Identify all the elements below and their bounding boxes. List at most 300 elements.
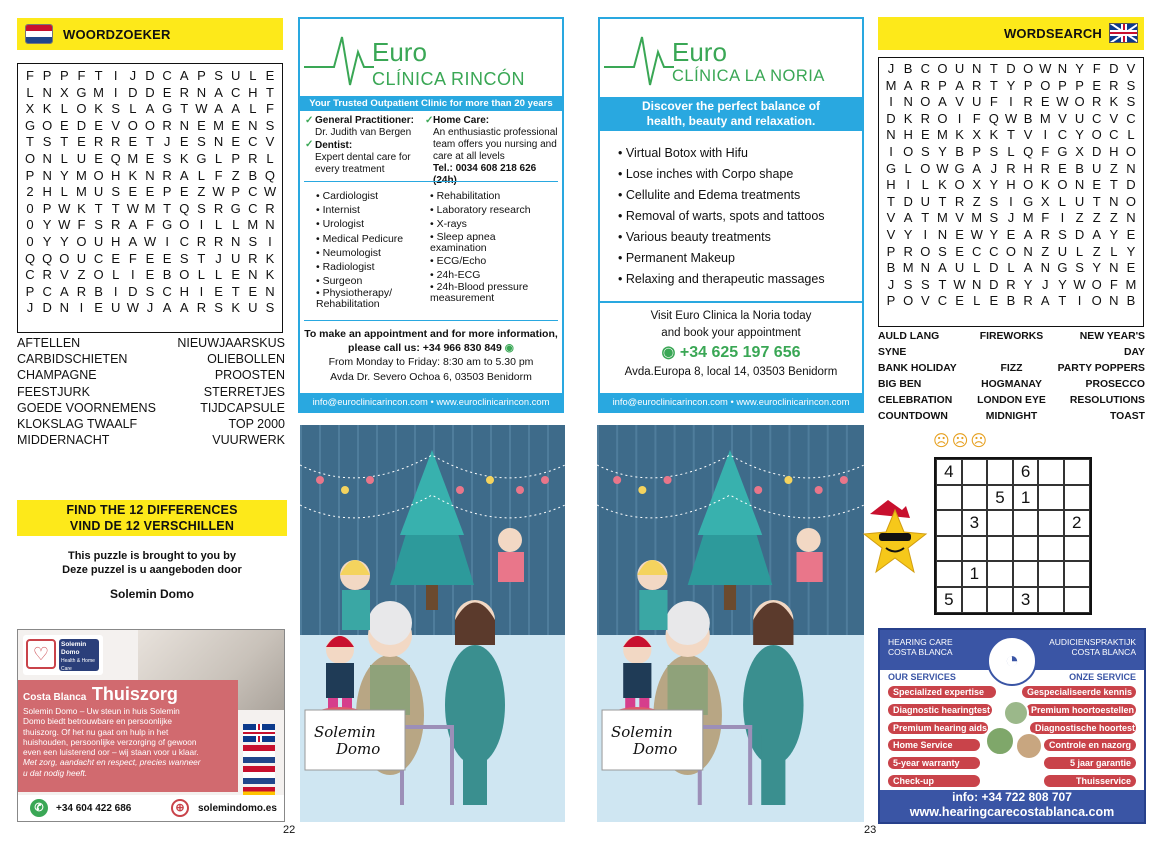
word-item: AFTELLEN	[17, 336, 81, 350]
grid-row	[18, 234, 282, 251]
noria-footer[interactable]: info@euroclinicarincon.com • www.euroclinicarincon.com	[600, 393, 862, 411]
check-icon: ✓	[425, 115, 434, 126]
grid-letter: V	[1109, 110, 1119, 126]
grid-row	[18, 267, 282, 284]
sudoku-cell[interactable]	[962, 459, 988, 485]
grid-letter: D	[989, 276, 999, 292]
sudoku-cell[interactable]	[1064, 561, 1090, 587]
word-item: BANK HOLIDAY	[878, 363, 957, 374]
grid-letter: T	[938, 276, 947, 292]
grid-letter: X	[972, 127, 982, 143]
grid-row	[879, 210, 1143, 227]
service-item: • Radiologist	[316, 260, 421, 274]
grid-letter: R	[972, 77, 982, 93]
sudoku-cell[interactable]: 3	[1013, 587, 1039, 613]
grid-letter: 0	[26, 200, 34, 216]
grid-letter: O	[1005, 243, 1017, 259]
grid-letter: N	[1040, 260, 1050, 276]
grid-letter: Y	[989, 177, 999, 193]
grid-letter: Y	[42, 217, 52, 233]
grid-letter: M	[76, 184, 87, 200]
service-item: • Urologist	[316, 217, 421, 231]
hearing-photo-cluster	[985, 700, 1045, 782]
grid-letter: B	[1075, 160, 1084, 176]
grid-letter: N	[972, 61, 982, 76]
word-item: FIZZ	[1000, 363, 1023, 374]
grid-letter: U	[920, 193, 930, 209]
grid-letter: W	[126, 300, 139, 316]
grid-letter: N	[265, 217, 275, 233]
grid-letter: N	[213, 134, 224, 150]
grid-letter: W	[58, 217, 71, 233]
grid-letter: O	[937, 61, 948, 76]
grid-letter: I	[165, 233, 169, 249]
grid-letter: F	[146, 217, 154, 233]
grid-letter: R	[213, 200, 224, 216]
grid-letter: E	[955, 226, 964, 242]
grid-letter: W	[1039, 61, 1052, 76]
hc-web[interactable]: www.hearingcarecostablanca.com	[909, 805, 1115, 819]
grid-letter: U	[76, 250, 87, 266]
sudoku-cell[interactable]	[962, 485, 988, 511]
grid-letter: V	[955, 94, 964, 110]
grid-letter: O	[903, 143, 914, 159]
grid-letter: B	[162, 267, 172, 283]
grid-letter: L	[214, 267, 223, 283]
noria-ad	[598, 17, 864, 413]
grid-letter: I	[113, 283, 118, 299]
rincon-brand-1: Euro	[372, 37, 427, 67]
grid-letter: J	[146, 300, 154, 316]
grid-letter: C	[1109, 127, 1119, 143]
grid-letter: Y	[1109, 226, 1119, 242]
grid-letter: O	[127, 117, 138, 133]
grid-letter: C	[248, 134, 258, 150]
sudoku-cell[interactable]	[1064, 459, 1090, 485]
grid-letter: B	[955, 143, 964, 159]
grid-letter: N	[248, 267, 258, 283]
sudoku-cell[interactable]	[987, 587, 1013, 613]
sudoku-cell[interactable]	[1038, 510, 1064, 536]
wordsearch-title: WORDSEARCH	[1003, 26, 1102, 41]
grid-letter: E	[145, 267, 155, 283]
grid-letter: R	[1040, 226, 1050, 242]
grid-letter: T	[989, 77, 998, 93]
grid-letter: I	[1009, 94, 1013, 110]
grid-letter: O	[920, 243, 931, 259]
sudoku-cell[interactable]: 4	[936, 459, 962, 485]
sudoku-cell[interactable]	[987, 510, 1013, 536]
grid-letter: P	[25, 167, 35, 183]
grid-letter: P	[42, 68, 52, 83]
grid-letter: L	[249, 68, 257, 83]
difference-image-right	[597, 425, 864, 822]
grid-letter: Y	[1023, 276, 1033, 292]
solemin-sign	[306, 720, 404, 764]
whatsapp-icon: ◉	[661, 344, 676, 361]
sudoku-cell[interactable]	[1064, 485, 1090, 511]
grid-letter: A	[162, 300, 172, 316]
grid-letter: L	[973, 260, 981, 276]
word-row	[878, 409, 1145, 425]
grid-letter: Z	[1092, 210, 1101, 226]
word-item: TOAST	[1109, 411, 1145, 422]
grid-letter: E	[955, 243, 964, 259]
grid-letter: X	[1075, 143, 1084, 159]
grid-letter: L	[214, 150, 223, 166]
grid-letter: N	[196, 84, 207, 100]
grid-letter: F	[989, 94, 998, 110]
noria-brand-1: Euro	[672, 37, 727, 67]
grid-letter: H	[1023, 160, 1033, 176]
sudoku-cell[interactable]	[936, 536, 962, 562]
check-icon: ✓	[305, 115, 314, 126]
grid-letter: Z	[197, 184, 206, 200]
grid-letter: U	[230, 250, 241, 266]
grid-letter: K	[77, 200, 86, 216]
page-number-right: 23	[864, 824, 877, 836]
appt-line-2[interactable]: please call us: +34 966 830 849	[348, 342, 502, 355]
differences-title-en: FIND THE 12 DIFFERENCES	[66, 503, 238, 517]
sudoku-cell[interactable]	[936, 561, 962, 587]
grid-letter: A	[179, 300, 189, 316]
grid-letter: P	[1058, 77, 1067, 93]
wordsearch-header	[878, 17, 1144, 50]
word-item: PROOSTEN	[214, 368, 285, 383]
sudoku-cell[interactable]	[1038, 536, 1064, 562]
grid-letter: N	[886, 127, 896, 143]
service-item: • Sleep apnea examination	[430, 232, 548, 254]
grid-letter: J	[129, 68, 137, 83]
grid-letter: C	[1057, 127, 1068, 143]
grid-letter: R	[162, 117, 172, 133]
grid-letter: S	[265, 300, 275, 316]
grid-row	[18, 251, 282, 268]
grid-letter: C	[162, 283, 172, 299]
grid-letter: M	[902, 260, 914, 276]
onze-service: ONZE SERVICE	[1069, 672, 1136, 682]
grid-letter: M	[127, 150, 139, 166]
grid-letter: S	[111, 184, 121, 200]
grid-letter: O	[179, 267, 190, 283]
solemin-ad	[17, 629, 285, 822]
whatsapp-icon: ✆	[30, 799, 48, 817]
brought-en: This puzzle is brought to you by	[67, 550, 237, 562]
homecare-tel: Tel.: 0034 608 218 626	[433, 163, 537, 174]
grid-letter: K	[179, 150, 189, 166]
grid-row	[18, 101, 282, 118]
rincon-services-right	[430, 189, 548, 304]
noria-address: Avda.Europa 8, local 14, 03503 Benidorm	[624, 366, 838, 378]
sudoku-cell[interactable]	[1013, 536, 1039, 562]
grid-letter: U	[93, 184, 104, 200]
service-pill: 5 jaar garantie	[1044, 757, 1136, 769]
grid-letter: O	[1125, 193, 1137, 209]
noria-contact	[600, 308, 862, 381]
grid-letter: O	[76, 233, 87, 249]
grid-letter: E	[920, 127, 930, 143]
service-item: • Physiotherapy/ Rehabilitation	[316, 288, 421, 310]
grid-letter: Y	[59, 167, 69, 183]
grid-letter: E	[248, 283, 258, 299]
solemin-sign	[603, 720, 701, 764]
grid-letter: C	[1091, 110, 1102, 126]
grid-letter: R	[920, 77, 930, 93]
heartbeat-logo-icon	[604, 27, 674, 87]
grid-letter: M	[971, 210, 983, 226]
sudoku-cell[interactable]	[936, 510, 962, 536]
grid-letter: V	[886, 210, 896, 226]
grid-letter: P	[938, 77, 947, 93]
grid-letter: T	[921, 210, 930, 226]
grid-letter: U	[111, 300, 121, 316]
sponsor-name: Solemin Domo	[109, 587, 194, 601]
grid-letter: E	[231, 267, 241, 283]
grid-letter: A	[1023, 260, 1033, 276]
solemin-logo-sub: Health & Home Care	[61, 658, 95, 672]
sudoku-cell[interactable]: 1	[1013, 485, 1039, 511]
word-row	[878, 329, 1145, 361]
grid-letter: D	[128, 84, 138, 100]
sudoku-cell[interactable]	[1038, 561, 1064, 587]
noria-brand-2: CLÍNICA LA NORIA	[672, 67, 825, 85]
service-item: • Neumologist	[316, 246, 421, 260]
grid-letter: O	[920, 94, 931, 110]
grid-letter: F	[1041, 210, 1050, 226]
grid-letter: X	[25, 101, 35, 117]
word-item: STERRETJES	[203, 384, 285, 399]
grid-letter: P	[886, 293, 896, 309]
dentist-text: Expert dental care for every treatment	[315, 152, 411, 175]
sudoku-cell[interactable]: 6	[1013, 459, 1039, 485]
sudoku-cell[interactable]	[962, 587, 988, 613]
grid-letter: R	[196, 233, 207, 249]
grid-letter: O	[1057, 177, 1068, 193]
differences-header	[17, 500, 287, 536]
sudoku-cell[interactable]	[987, 536, 1013, 562]
word-item: NIEUWJAARSKUS	[177, 336, 285, 350]
uk-flag-icon	[1109, 23, 1138, 43]
grid-letter: T	[94, 68, 103, 83]
grid-letter: S	[145, 283, 155, 299]
ear-logo-icon: ◔	[987, 636, 1037, 686]
sudoku-cell[interactable]	[1038, 485, 1064, 511]
grid-letter: D	[1091, 143, 1102, 159]
homecare-text: An enthusiastic professional team offers you nursing and care at all levels	[433, 127, 558, 162]
sign-line-1: Solemin	[611, 723, 673, 741]
grid-letter: N	[42, 150, 52, 166]
grid-letter: M	[1039, 110, 1051, 126]
grid-letter: L	[1007, 143, 1015, 159]
grid-letter: R	[265, 200, 275, 216]
grid-letter: K	[128, 167, 138, 183]
grid-letter: S	[42, 134, 52, 150]
noria-visit-1: Visit Euro Clinica la Noria today	[650, 310, 812, 322]
grid-letter: V	[920, 293, 930, 309]
grid-letter: N	[1126, 210, 1136, 226]
sign-line-2: Domo	[336, 740, 381, 758]
differences-title-nl: VIND DE 12 VERSCHILLEN	[69, 519, 235, 533]
service-pill: Premium hoortoestellen	[1026, 704, 1136, 716]
sudoku-cell[interactable]: 1	[962, 561, 988, 587]
grid-letter: Y	[1058, 276, 1067, 292]
grid-letter: B	[94, 283, 103, 299]
grid-letter: L	[266, 150, 274, 166]
service-item: • Laboratory research	[430, 203, 548, 217]
grid-letter: Y	[1075, 127, 1084, 143]
sudoku-cell[interactable]	[1013, 561, 1039, 587]
grid-letter: F	[1041, 143, 1050, 159]
grid-letter: U	[1074, 193, 1085, 209]
grid-letter: F	[26, 68, 34, 83]
grid-letter: E	[94, 150, 103, 166]
grid-row	[879, 78, 1143, 95]
check-icon: ✓	[305, 139, 314, 150]
grid-letter: T	[1007, 127, 1015, 143]
sudoku-cell[interactable]	[987, 561, 1013, 587]
grid-letter: E	[128, 134, 138, 150]
grid-letter: O	[24, 150, 36, 166]
grid-letter: Q	[42, 250, 53, 266]
grid-letter: X	[59, 84, 69, 100]
grid-letter: Q	[24, 250, 36, 266]
grid-row	[879, 177, 1143, 194]
service-pill: Thuisservice	[1044, 775, 1136, 787]
grid-letter: K	[1109, 94, 1119, 110]
grid-letter: M	[937, 210, 948, 226]
grid-letter: W	[195, 101, 208, 117]
word-row	[878, 377, 1145, 393]
grid-letter: Z	[972, 193, 981, 209]
solemin-web[interactable]: solemindomo.es	[198, 803, 277, 814]
sudoku-cell[interactable]	[987, 459, 1013, 485]
rincon-footer[interactable]: info@euroclinicarincon.com • www.euroclinicarincon.com	[300, 393, 562, 411]
grid-row	[18, 184, 282, 201]
grid-letter: N	[1057, 61, 1068, 76]
grid-letter: Y	[938, 143, 947, 159]
sudoku-cell[interactable]: 3	[962, 510, 988, 536]
grid-letter: I	[889, 143, 893, 159]
grid-letter: R	[179, 84, 189, 100]
grid-letter: F	[265, 101, 274, 117]
grid-row	[18, 284, 282, 301]
grid-letter: Y	[1006, 77, 1016, 93]
grid-letter: Y	[59, 233, 69, 249]
sudoku-cell[interactable]: 5	[936, 587, 962, 613]
grid-letter: L	[26, 84, 34, 100]
grid-letter: V	[265, 134, 275, 150]
grid-letter: T	[989, 61, 998, 76]
grid-letter: J	[1042, 276, 1049, 292]
grid-letter: R	[111, 217, 121, 233]
word-item: VUURWERK	[212, 433, 285, 448]
grid-letter: U	[93, 233, 104, 249]
grid-letter: A	[1023, 226, 1033, 242]
grid-letter: T	[146, 134, 154, 150]
grid-letter: D	[128, 283, 138, 299]
grid-letter: A	[955, 77, 964, 93]
grid-letter: N	[1023, 243, 1033, 259]
noria-band-2: health, beauty and relaxation.	[646, 114, 816, 128]
service-pill: Home Service	[888, 739, 980, 751]
hc-nl-1: AUDICIENSPRAKTIJK	[1049, 637, 1136, 647]
grid-letter: T	[1109, 177, 1118, 193]
grid-letter: E	[1126, 260, 1136, 276]
grid-letter: D	[903, 193, 913, 209]
grid-row	[879, 127, 1143, 144]
grid-letter: I	[79, 300, 84, 316]
grid-letter: R	[76, 283, 87, 299]
word-item: MIDNIGHT	[985, 411, 1038, 422]
grid-letter: K	[989, 127, 999, 143]
grid-letter: U	[972, 94, 982, 110]
grid-letter: W	[143, 233, 157, 249]
grid-letter: E	[94, 117, 103, 133]
sudoku-cell[interactable]	[1038, 587, 1064, 613]
treatment-item: • Permanent Makeup	[618, 251, 735, 265]
sudoku-cell[interactable]	[962, 536, 988, 562]
grid-letter: C	[1126, 110, 1136, 126]
sudoku-cell[interactable]	[1064, 536, 1090, 562]
grid-letter: E	[231, 117, 241, 133]
grid-letter: P	[59, 68, 69, 83]
grid-letter: P	[1075, 77, 1084, 93]
service-item: • 24h-Blood pressure measurement	[430, 282, 548, 304]
grid-letter: R	[93, 134, 104, 150]
grid-letter: N	[42, 167, 52, 183]
sudoku-cell[interactable]	[1064, 587, 1090, 613]
solemin-logo-name: Solemin Domo	[61, 641, 87, 656]
grid-letter: T	[111, 200, 120, 216]
solemin-phone[interactable]: +34 604 422 686	[56, 803, 132, 814]
word-list-left	[17, 335, 156, 448]
grid-letter: G	[954, 160, 965, 176]
service-pill: Premium hearing aids	[888, 722, 988, 734]
sudoku-cell[interactable]: 5	[987, 485, 1013, 511]
sponsor-text	[17, 549, 287, 601]
rincon-hours: From Monday to Friday: 8:30 am to 5.30 pm	[328, 356, 534, 369]
sudoku-cell[interactable]	[1038, 459, 1064, 485]
hc-info[interactable]: info: +34 722 808 707	[952, 790, 1072, 804]
grid-letter: N	[1109, 293, 1119, 309]
sudoku-cell[interactable]	[936, 485, 962, 511]
gp-label: General Practitioner:	[315, 115, 414, 126]
hearing-care-ad	[878, 628, 1146, 824]
grid-letter: K	[265, 250, 275, 266]
grid-letter: A	[128, 233, 138, 249]
sudoku-cell[interactable]: 2	[1064, 510, 1090, 536]
sudoku-cell[interactable]	[1013, 510, 1039, 536]
grid-letter: O	[1125, 143, 1137, 159]
grid-letter: J	[1007, 210, 1015, 226]
grid-letter: A	[1040, 293, 1050, 309]
noria-phone[interactable]: +34 625 197 656	[679, 344, 801, 361]
grid-letter: M	[885, 77, 897, 93]
grid-letter: L	[60, 101, 68, 117]
grid-letter: K	[1040, 177, 1050, 193]
grid-letter: L	[197, 267, 206, 283]
grid-letter: A	[903, 77, 913, 93]
woordzoeker-grid	[17, 63, 283, 333]
grid-letter: R	[1006, 276, 1016, 292]
grid-letter: S	[214, 300, 223, 316]
grid-letter: E	[77, 134, 86, 150]
grid-letter: L	[921, 177, 929, 193]
grid-letter: S	[989, 143, 999, 159]
grid-letter: S	[989, 210, 999, 226]
grid-letter: L	[249, 101, 257, 117]
grid-row	[18, 85, 282, 102]
